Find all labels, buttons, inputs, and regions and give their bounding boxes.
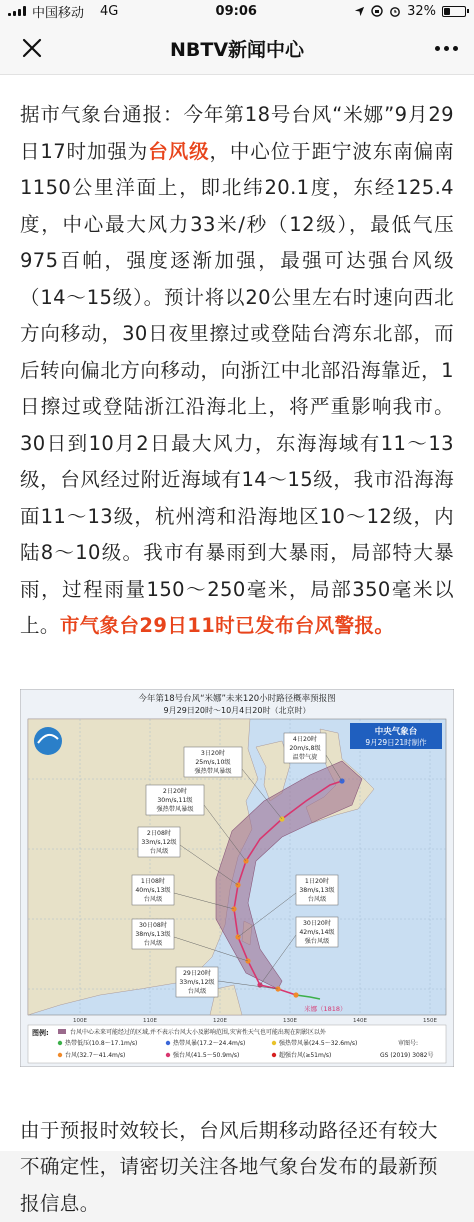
point-info: 42m/s,14级 <box>299 928 335 936</box>
map-legend <box>28 1025 446 1063</box>
typhoon-forecast-map[interactable] <box>20 689 454 1067</box>
point-class: 强热带风暴级 <box>156 805 194 813</box>
lon-label: 130E <box>283 1018 297 1024</box>
article-footer-paragraph: 由于预报时效较长，台风后期移动路径还有较大不确定性，请密切关注各地气象台发布的最新预报信息。 <box>20 1113 454 1222</box>
map-agency: 中央气象台 <box>375 726 418 737</box>
close-icon[interactable] <box>18 34 46 62</box>
point-class: 温带气旋 <box>293 753 318 761</box>
lon-label: 140E <box>353 1018 367 1024</box>
nav-bar <box>0 22 474 75</box>
lon-label: 120E <box>213 1018 227 1024</box>
article-content <box>0 75 474 1151</box>
point-time: 30日20时 <box>303 919 331 927</box>
legend-item: 热带风暴(17.2～24.4m/s) <box>173 1039 245 1047</box>
status-time: 09:06 <box>216 4 257 19</box>
status-left <box>8 2 118 21</box>
map-title: 今年第18号台风“米娜”未来120小时路径概率预报图 <box>138 693 335 704</box>
point-info: 20m/s,8级 <box>289 744 321 752</box>
point-time: 2日20时 <box>163 787 187 795</box>
point-time: 2日08时 <box>147 829 171 837</box>
article-highlight-typhoon-level: 台风级 <box>148 140 209 163</box>
point-time: 3日20时 <box>201 749 225 757</box>
legend-title: 图例: <box>32 1028 49 1037</box>
point-class: 台风级 <box>144 895 163 903</box>
point-info: 40m/s,13级 <box>135 886 171 894</box>
point-time: 1日20时 <box>305 877 329 885</box>
alarm-icon <box>389 5 401 17</box>
carrier-label: 中国移动 <box>32 2 84 21</box>
storm-name: 米娜（1818） <box>304 1004 347 1013</box>
battery-percent: 32% <box>407 4 436 19</box>
battery-icon <box>442 6 466 17</box>
review-label: 审图号: <box>398 1039 418 1047</box>
article-text-1: 据市气象台通报：今年第18号台风“米娜”9月29日17时加强为 <box>20 103 454 163</box>
point-info: 38m/s,13级 <box>135 930 171 938</box>
point-time: 4日20时 <box>293 735 317 743</box>
legend-item: 强热带风暴(24.5～32.6m/s) <box>279 1039 357 1047</box>
legend-item: 台风(32.7～41.4m/s) <box>65 1051 125 1059</box>
point-time: 29日20时 <box>183 969 211 977</box>
status-bar <box>0 0 474 22</box>
location-icon <box>354 6 365 17</box>
point-class: 台风级 <box>144 939 163 947</box>
article-highlight-warning: 市气象台29日11时已发布台风警报。 <box>60 614 394 637</box>
point-class: 强热带风暴级 <box>194 767 232 775</box>
point-class: 台风级 <box>188 987 207 995</box>
point-class: 强台风级 <box>305 937 331 945</box>
point-info: 33m/s,12级 <box>179 978 215 986</box>
legend-item: 热带低压(10.8～17.1m/s) <box>65 1039 137 1047</box>
signal-icon <box>8 6 26 16</box>
point-info: 33m/s,12级 <box>141 838 177 846</box>
point-info: 25m/s,10级 <box>195 758 231 766</box>
article-paragraph <box>20 97 454 645</box>
status-right <box>354 4 466 19</box>
legend-item: 强台风(41.5～50.9m/s) <box>173 1051 239 1059</box>
point-time: 30日08时 <box>139 921 167 929</box>
legend-note: 台风中心未来可能经过的区域,并不表示台风大小及影响范围,灾害性天气也可能出现在阴影区以外 <box>70 1028 327 1036</box>
more-options-icon[interactable] <box>432 34 460 62</box>
point-class: 台风级 <box>308 895 327 903</box>
point-class: 台风级 <box>150 847 169 855</box>
article-text-2: ，中心位于距宁波东南偏南1150公里洋面上，即北纬20.1度，东经125.4度，中心最大风力33米/秒（12级），最低气压975百帕，强度逐渐加强，最强可达强台风级（14～15级）。预计将以20公里左右时速向西北方向移动，30日夜里擦过或登陆台湾东北部，而后转向偏北方向移动，向浙江中北部沿海靠近，1日擦过或登陆浙江沿海北上，将严重影响我市。30日到10月2日最大风力，东海海域有11～13级，台风经过附近海域有14～15级，我市沿海海面11～13级，杭州湾和沿海地区10～12级，内陆8～10级。我市有暴雨到大暴雨，局部特大暴雨，过程雨量150～250毫米，局部350毫米以上。 <box>20 140 454 638</box>
page-title: NBTV新闻中心 <box>170 35 304 62</box>
point-time: 1日08时 <box>141 877 165 885</box>
lon-label: 110E <box>143 1018 157 1024</box>
point-info: 38m/s,13级 <box>299 886 335 894</box>
battery-fill <box>444 8 450 15</box>
point-info: 30m/s,11级 <box>157 796 193 804</box>
legend-item: 超强台风(≥51m/s) <box>279 1051 331 1059</box>
map-issued: 9月29日21时制作 <box>365 737 427 747</box>
review-number: GS (2019) 3082号 <box>380 1051 434 1059</box>
cma-logo <box>34 727 62 755</box>
network-label: 4G <box>100 4 118 19</box>
lock-rotation-icon <box>371 5 383 17</box>
lon-label: 100E <box>73 1018 87 1024</box>
map-subtitle: 9月29日20时～10月4日20时（北京时） <box>164 705 311 715</box>
lon-label: 150E <box>423 1018 437 1024</box>
